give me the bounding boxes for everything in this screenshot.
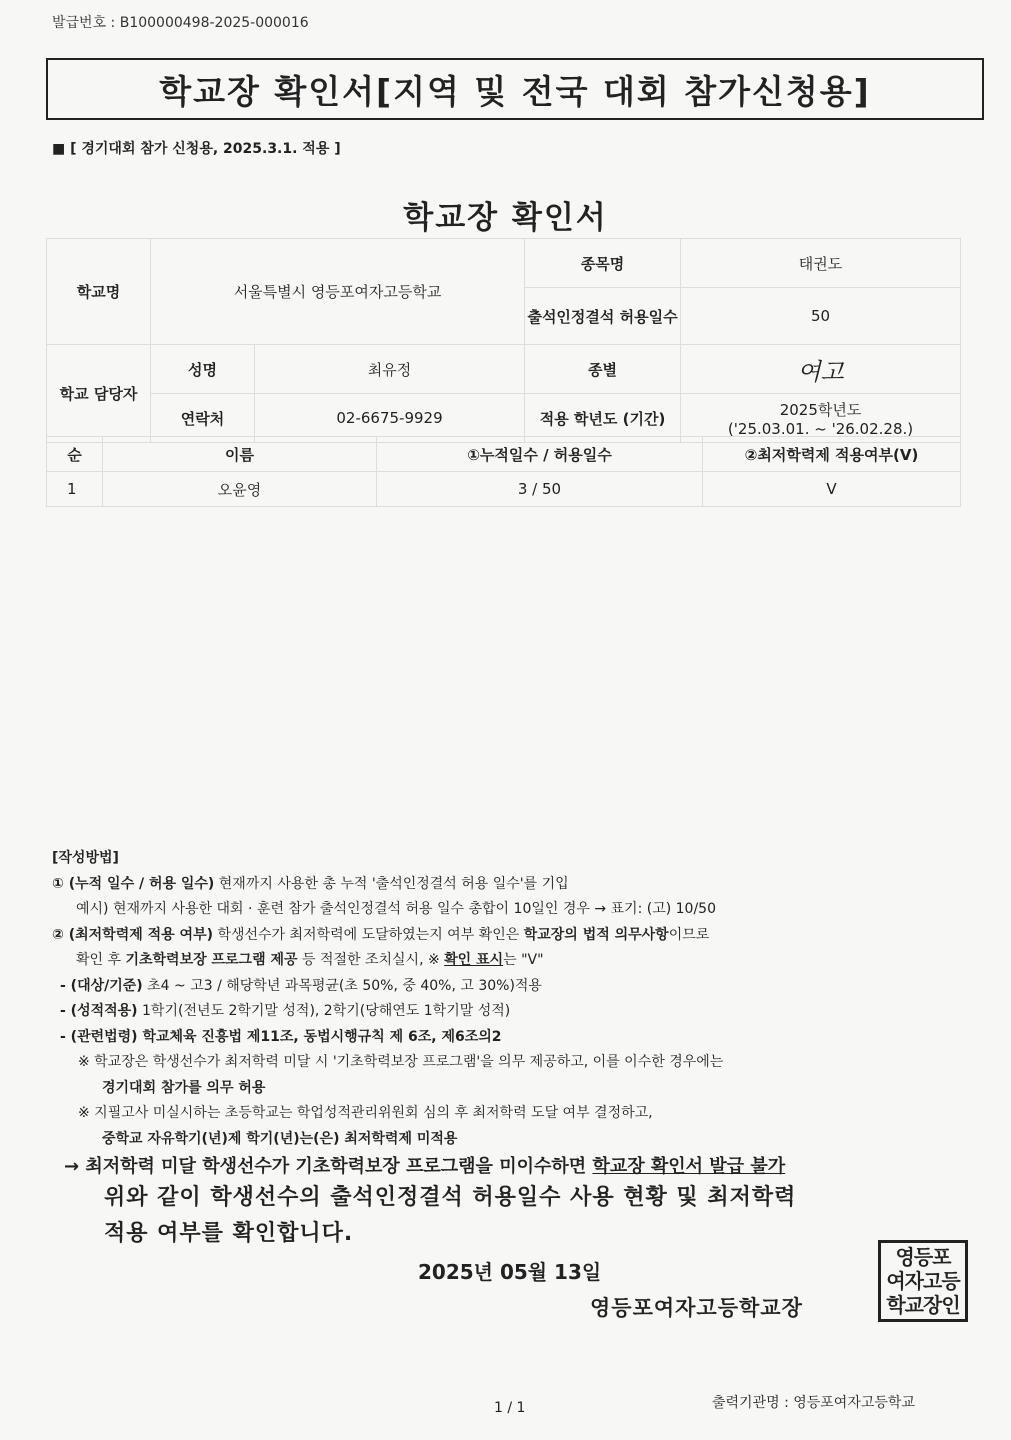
attendance-value: 50 [681,288,961,345]
sport-label: 종목명 [525,239,681,288]
table-row [47,472,961,507]
document-title: 학교장 확인서[지역 및 전국 대회 참가신청용] [159,71,871,111]
item2-text-a: 학생선수가 최저학력에 도달하였는지 여부 확인은 [213,926,524,943]
attendance-label: 출석인정결석 허용일수 [525,288,681,345]
grade-text: 1학기(전년도 2학기말 성적), 2학기(당해연도 1학기말 성적) [137,1003,511,1019]
confirmation-text [104,1180,796,1252]
final-text-a: → 최저학력 미달 학생선수가 기초학력보장 프로그램을 미이수하면 [64,1156,593,1177]
year-text: 2025학년도 [779,400,862,419]
note2-line2: 중학교 자유학기(년)제 학기(년)는(은) 최저학력제 미적용 [102,1130,458,1147]
item1-text: 현재까지 사용한 총 누적 '출석인정결석 허용 일수'를 기입 [214,875,569,892]
printer-info: 출력기관명 : 영등포여자고등학교 [712,1395,915,1411]
confirmation-line2: 적용 여부를 확인합니다. [104,1221,354,1246]
target-text: 초4 ~ 고3 / 해당학년 과목평균(초 50%, 중 40%, 고 30%)적용 [142,977,542,994]
item2-text-c: 이므로 [668,926,710,943]
school-value: 서울특별시 영등포여자고등학교 [151,239,525,345]
name-label: 성명 [151,345,255,394]
law-text: 학교체육 진흥법 제11조, 동법시행규칙 제 6조, 제6조의2 [137,1028,502,1045]
row-applied: V [703,472,961,507]
row-no: 1 [47,472,103,507]
subtitle: ■ [ 경기대회 참가 신청용, 2025.3.1. 적용 ] [52,141,341,157]
sport-value: 태권도 [681,239,961,288]
page-number: 1 / 1 [494,1400,526,1416]
principal-name: 영등포여자고등학교장 [590,1296,803,1320]
document-heading: 학교장 확인서 [403,200,608,236]
instructions-heading: [작성방법] [52,850,119,866]
seal-line2: 여자고등 [886,1269,960,1293]
info-table [46,238,961,443]
row-name: 오윤영 [103,472,377,507]
final-arrow-line [52,1152,952,1182]
grade-title: - (성적적용) [60,1003,138,1019]
law-line [52,1025,952,1051]
final-text-b: 학교장 확인서 발급 불가 [592,1156,786,1177]
item2-line2-b: 기초학력보장 프로그램 제공 [125,952,298,968]
gender-label: 종별 [525,345,681,394]
col-header-no: 순 [47,437,103,472]
item2-title: ② (최저학력제 적용 여부) [52,926,213,943]
school-label: 학교명 [47,239,151,345]
school-seal-stamp [878,1240,968,1322]
manager-label: 학교 담당자 [47,345,151,443]
item1-title: ① (누적 일수 / 허용 일수) [52,875,215,892]
item2-line2 [52,948,952,974]
note2-line1: ※ 지필고사 미실시하는 초등학교는 학업성적관리위원회 심의 후 최저학력 도달 여부 결정하고, [78,1105,653,1121]
seal-line3: 학교장인 [886,1293,960,1317]
issue-date: 2025년 05월 13일 [418,1260,602,1284]
item2-line2-c: 등 적절한 조치실시, ※ [297,952,445,968]
grade-line [52,999,952,1025]
title-box [46,58,984,120]
seal-line1: 영등포 [895,1245,951,1269]
law-title: - (관련법령) [60,1028,138,1045]
item2-line2-a: 확인 후 [76,952,126,968]
target-line [52,974,952,1000]
item2 [52,923,952,949]
note1-line2: 경기대회 참가를 의무 허용 [102,1079,266,1096]
note1-line1: ※ 학교장은 학생선수가 최저학력 미달 시 '기초학력보장 프로그램'을 의무 제공하고, 이를 이수한 경우에는 [78,1054,724,1070]
period-text: ('25.03.01. ~ '26.02.28.) [727,419,914,438]
item2-line2-d: 확인 표시 [444,952,504,968]
year-label: 적용 학년도 (기간) [525,394,681,443]
name-value: 최유정 [255,345,525,394]
col-header-applied: ②최저학력제 적용여부(V) [703,437,961,472]
target-title: - (대상/기준) [60,977,143,994]
col-header-days: ①누적일수 / 허용일수 [377,437,703,472]
contact-value: 02-6675-9929 [255,394,525,443]
item2-text-b: 학교장의 법적 의무사항 [523,926,669,943]
item2-line2-e: 는 "V" [503,952,544,968]
gender-signature: 여고 [797,357,844,386]
col-header-name: 이름 [103,437,377,472]
item1-example: 예시) 현재까지 사용한 대회 · 훈련 참가 출석인정결석 허용 일수 총합이 10일인 경우 → 표기: (고) 10/50 [76,901,716,917]
confirmation-line1: 위와 같이 학생선수의 출석인정결석 허용일수 사용 현황 및 최저학력 [104,1185,797,1210]
student-table [46,436,961,507]
gender-value [681,345,961,394]
instructions [52,846,952,1182]
row-days: 3 / 50 [377,472,703,507]
item1 [52,872,952,898]
issue-number: 발급번호 : B100000498-2025-000016 [52,15,309,31]
contact-label: 연락처 [151,394,255,443]
